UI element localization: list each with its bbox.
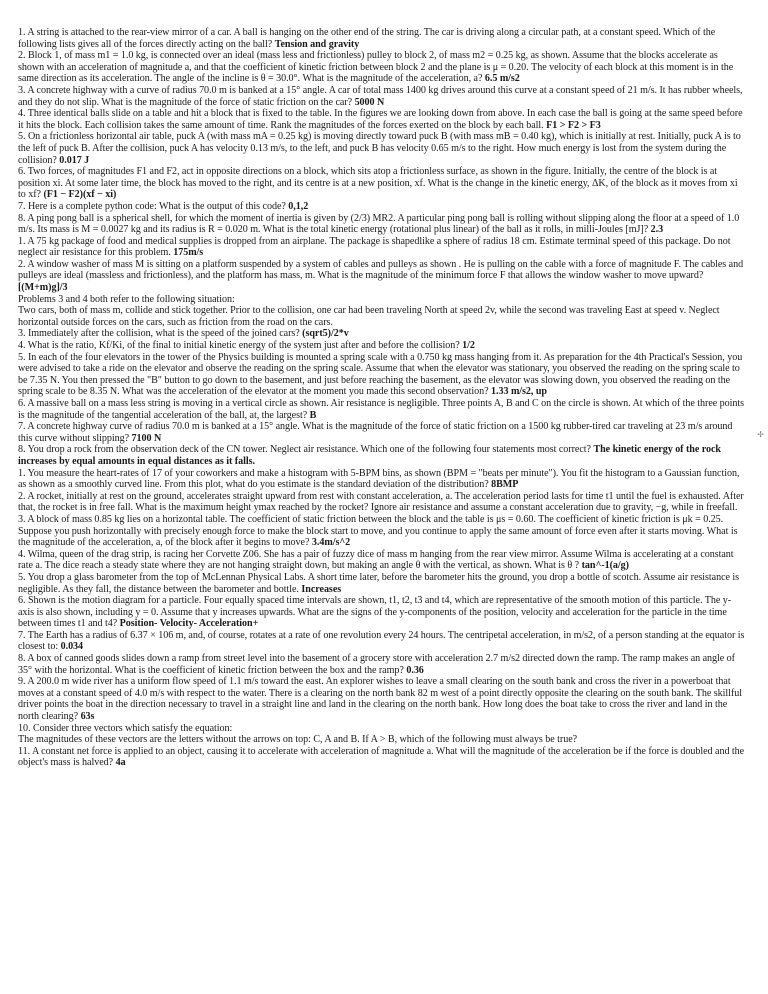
answer-text: [(M+m)g]/3: [18, 282, 68, 294]
question-text: 8. You drop a rock from the observation deck of the CN tower. Neglect air resistance. Which one of the following four statements most correct?: [18, 444, 591, 456]
question-paragraph: [18, 50, 746, 85]
answer-text: 3.4m/s^2: [311, 537, 351, 549]
question-text: 7. The Earth has a radius of 6.37 × 106 m, and, of course, rotates at a rate of one revolution every 24 hours. The centripetal acceleration, in m/s2, of a person standing at the equator is closest to:: [18, 629, 745, 653]
question-paragraph: [18, 491, 746, 514]
answer-text: tan^-1(a/g): [581, 560, 629, 572]
question-paragraph: [18, 746, 746, 769]
question-text: 7. Here is a complete python code: What is the output of this code?: [18, 200, 286, 212]
question-paragraph: [18, 305, 746, 328]
question-text: 5. On a frictionless horizontal air table, puck A (with mass mA = 0.25 kg) is moving directly toward puck B (with mass mB = 0.40 kg), which is initially at rest. Initially, puck A is to the left of puck B. After the collision, puck A has velocity 0.13 m/s, to the left, and puck B has velocity 0.65 m/s to the right. How much energy is lost from the system during the collision?: [18, 131, 741, 166]
question-text: 10. Consider three vectors which satisfy the equation:: [18, 722, 233, 734]
question-paragraph: [18, 676, 746, 722]
question-paragraph: [18, 653, 746, 676]
answer-text: (sqrt5)/2*v: [302, 328, 349, 340]
answer-text: 0.36: [406, 664, 424, 676]
question-paragraph: [18, 352, 746, 398]
answer-text: Tension and gravity: [274, 38, 360, 50]
question-text: 1. A string is attached to the rear-view mirror of a car. A ball is hanging on the other end of the string. The car is driving along a circular path, at a constant speed. Which of the following lists gives all of the forces directly acting on the ball?: [18, 27, 716, 50]
question-paragraph: [18, 549, 746, 572]
question-text: 6. Two forces, of magnitudes F1 and F2, act in opposite directions on a block, which sits atop a frictionless surface, as shown in the figure. Initially, the centre of the block is at position xi. At some later time, the block has moved to the right, and its centre is at a new position, xf. What is the change in the kinetic energy, ΔK, of the block as it moves from xi to xf?: [18, 166, 738, 201]
question-paragraph: [18, 213, 746, 236]
question-paragraph: [18, 723, 746, 735]
question-paragraph: [18, 340, 746, 352]
question-paragraph: [18, 294, 746, 306]
question-text: 4. Wilma, queen of the drag strip, is racing her Corvette Z06. She has a pair of fuzzy dice of mass m hanging from the rear view mirror. Assume Wilma is accelerating at a constant rate a. The dice reach a steady state where they are not hanging straight down, but making an angle θ with the vertical, as shown. What is θ ?: [18, 548, 734, 572]
question-text: 11. A constant net force is applied to an object, causing it to accelerate with acceleration of magnitude a. What will the magnitude of the acceleration be if the force is doubled and the object's mass is halved?: [18, 745, 745, 769]
question-paragraph: [18, 201, 746, 213]
question-text: 6. Shown is the motion diagram for a particle. Four equally spaced time intervals are shown, t1, t2, t3 and t4, which are representative of the smooth motion of this particle. The y-axis is also shown, including y = 0. Assume that y increases upwards. What are the signs of the y-components of the position, velocity and acceleration for the particle in the time between times t1 and t4?: [18, 595, 732, 630]
question-paragraph: [18, 572, 746, 595]
answer-text: 4a: [115, 757, 126, 769]
question-text: 6. A massive ball on a mass less string is moving in a vertical circle as shown. Air resistance is negligible. Three points A, B and C on the circle is shown. At which of the three points is the magnitude of the tangential acceleration of the ball, at, the largest?: [18, 398, 745, 421]
question-paragraph: [18, 734, 746, 746]
answer-text: 2.3: [650, 224, 664, 236]
answer-text: 0.034: [60, 641, 84, 653]
question-text: Problems 3 and 4 both refer to the following situation:: [18, 293, 235, 305]
question-paragraph: [18, 630, 746, 653]
question-paragraph: [18, 85, 746, 108]
answer-text: 7100 N: [131, 432, 162, 444]
question-text: 2. A rocket, initially at rest on the ground, accelerates straight upward from rest with constant acceleration, a. The acceleration period lasts for time t1 until the fuel is exhausted. After that, the rocket is in free fall. What is the maximum height ymax reached by the rocket? Ignore air resistance and assume a constant acceleration due to gravity, −g, while in freefall.: [18, 490, 744, 514]
question-paragraph: [18, 236, 746, 259]
question-paragraph: [18, 444, 746, 467]
question-text: 2. Block 1, of mass m1 = 1.0 kg, is connected over an ideal (mass less and frictionless) pulley to block 2, of mass m2 = 0.25 kg, as shown. Assume that the blocks accelerate as shown with an acceleration of magnitude a, and that the coefficient of kinetic friction between block 2 and the plane is μ = 0.20. The velocity of each block at this moment is in the same direction as its acceleration. The angle of the incline is θ = 30.0°. What is the magnitude of the acceleration, a?: [18, 50, 734, 85]
question-text: 5. You drop a glass barometer from the top of McLennan Physical Labs. A short time later, before the barometer hits the ground, you drop a bottle of scotch. Assume air resistance is negligible. As they fall, the distance between the barometer and bottle.: [18, 571, 740, 595]
question-text: 7. A concrete highway curve of radius 70.0 m is banked at a 15° angle. What is the magnitude of the force of static friction on a 1500 kg rubber-tired car traveling at 23 m/s around this curve without slipping?: [18, 421, 733, 444]
question-text: 2. A window washer of mass M is sitting on a platform suspended by a system of cables and pulleys as shown . He is pulling on the cable with a force of magnitude F. The cables and pulleys are ideal (massless and frictionless), and the platform has mass, m. What is the magnitude of the minimum force F that allows the window washer to move upward?: [18, 258, 744, 282]
question-text: Two cars, both of mass m, collide and stick together. Prior to the collision, one car had been traveling North at speed 2v, while the second was traveling East at speed v. Neglect horizontal outside forces on the cars, such as friction from the road on the cars.: [18, 305, 720, 328]
question-paragraph: [18, 131, 746, 166]
question-text: 3. A concrete highway with a curve of radius 70.0 m is banked at a 15° angle. A car of total mass 1400 kg drives around this curve at a constant speed of 21 m/s. It has rubber wheels, and they do not slip. What is the magnitude of the force of static friction on the car?: [18, 84, 743, 108]
question-paragraph: [18, 259, 746, 294]
answer-text: Position- Velocity- Acceleration+: [119, 618, 259, 630]
question-text: 1. You measure the heart-rates of 17 of your coworkers and make a histogram with 5-BPM bins, as shown (BPM = "beats per minute"). You fit the histogram to a Gaussian function, as shown as a smoothly curved line. From this plot, what do you estimate is the standard deviation of the distribution?: [18, 467, 740, 491]
question-paragraph: [18, 27, 746, 50]
question-paragraph: [18, 468, 746, 491]
question-text: 9. A 200.0 m wide river has a uniform flow speed of 1.1 m/s toward the east. An explorer wishes to leave a small clearing on the south bank and cross the river in a powerboat that moves at a constant speed of 4.0 m/s with respect to the water. There is a clearing on the north bank 82 m west of a point directly opposite the clearing on the south bank. The skillful driver points the boat in the direction necessary to travel in a straight line and land in the clearing on the north bank. How long does the boat take to cross the river and land in the north clearing?: [18, 676, 742, 723]
question-paragraph: [18, 328, 746, 340]
answer-text: 5000 N: [354, 96, 385, 108]
answer-text: B: [309, 409, 317, 421]
answer-text: 175m/s: [173, 247, 204, 259]
question-paragraph: [18, 108, 746, 131]
question-paragraph: [18, 166, 746, 201]
answer-text: (F1 − F2)(xf − xi): [43, 189, 117, 201]
question-paragraph: [18, 595, 746, 630]
answer-text: F1 > F2 > F3: [546, 119, 601, 131]
answer-text: 6.5 m/s2: [484, 73, 520, 85]
question-text: 8. A box of canned goods slides down a ramp from street level into the basement of a grocery store with acceleration 2.7 m/s2 directed down the ramp. The ramp makes an angle of 35° with the horizontal. What is the coefficient of kinetic friction between the box and the ramp?: [18, 653, 735, 676]
question-text: 5. In each of the four elevators in the tower of the Physics building is mounted a spring scale with a 0.750 kg mass hanging from it. As preparation for the 4th Practical's Session, you were advised to take a ride on the elevator and observe the reading on the spring scale. Assume that when the elevator was stationary, you observed the reading on the spring scale to be 7.35 N. You then pressed the "B" button to go down to the basement, and just before reaching the basement, as the elevator was slowing down, you observed the reading on the spring scale to be 8.35 N. What was the acceleration of the elevator at the moment you made this second observation?: [18, 351, 743, 398]
cursor-mark: ✢: [757, 430, 764, 439]
question-paragraph: [18, 421, 746, 444]
question-paragraph: [18, 514, 746, 549]
answer-text: 1/2: [462, 340, 475, 352]
answer-text: Increases: [301, 583, 342, 595]
question-paragraph: [18, 398, 746, 421]
question-text: 4. Three identical balls slide on a table and hit a block that is fixed to the table. In the figures we are looking down from above. In each case the ball is going at the same speed before it hits the block. Each collision takes the same amount of time. Rank the magnitudes of the forces exerted on the block by each ball.: [18, 108, 743, 131]
question-text: 8. A ping pong ball is a spherical shell, for which the moment of inertia is given by (2/3) MR2. A particular ping pong ball is rolling without slipping along the floor at a speed of 1.0 m/s. Its mass is M = 0.0027 kg and its radius is R = 0.020 m. What is the total kinetic energy (rotational plus linear) of the ball as it rolls, in milli-Joules [mJ]?: [18, 212, 740, 236]
answer-text: 8BMP: [491, 479, 519, 491]
question-text: 3. A block of mass 0.85 kg lies on a horizontal table. The coefficient of static friction between the block and the table is μs = 0.60. The coefficient of kinetic friction is μk = 0.25. Suppose you push horizontally with precisely enough force to make the block start to move, and you continue to apply the same amount of force even after it starts moving. What is the magnitude of the acceleration, a, of the block after it begins to move?: [18, 513, 738, 549]
answer-text: 0.017 J: [59, 154, 90, 166]
question-text: The magnitudes of these vectors are the letters without the arrows on top: C, A and B. If A > B, which of the following must always be true?: [18, 734, 578, 746]
answer-text: 1.33 m/s2, up: [491, 386, 547, 398]
question-text: 3. Immediately after the collision, what is the speed of the joined cars?: [18, 328, 300, 340]
answer-text: 0,1,2: [288, 200, 309, 212]
question-text: 4. What is the ratio, Kf/Ki, of the final to initial kinetic energy of the system just after and before the collision?: [18, 340, 460, 352]
question-text: 1. A 75 kg package of food and medical supplies is dropped from an airplane. The package is shapedlike a sphere of radius 18 cm. Estimate terminal speed of this package. Do not neglect air resistance for this problem.: [18, 235, 731, 259]
answer-text: 63s: [80, 711, 95, 723]
answer-text: The kinetic energy of the rock increases by equal amounts in equal distances as it falls.: [18, 444, 721, 467]
